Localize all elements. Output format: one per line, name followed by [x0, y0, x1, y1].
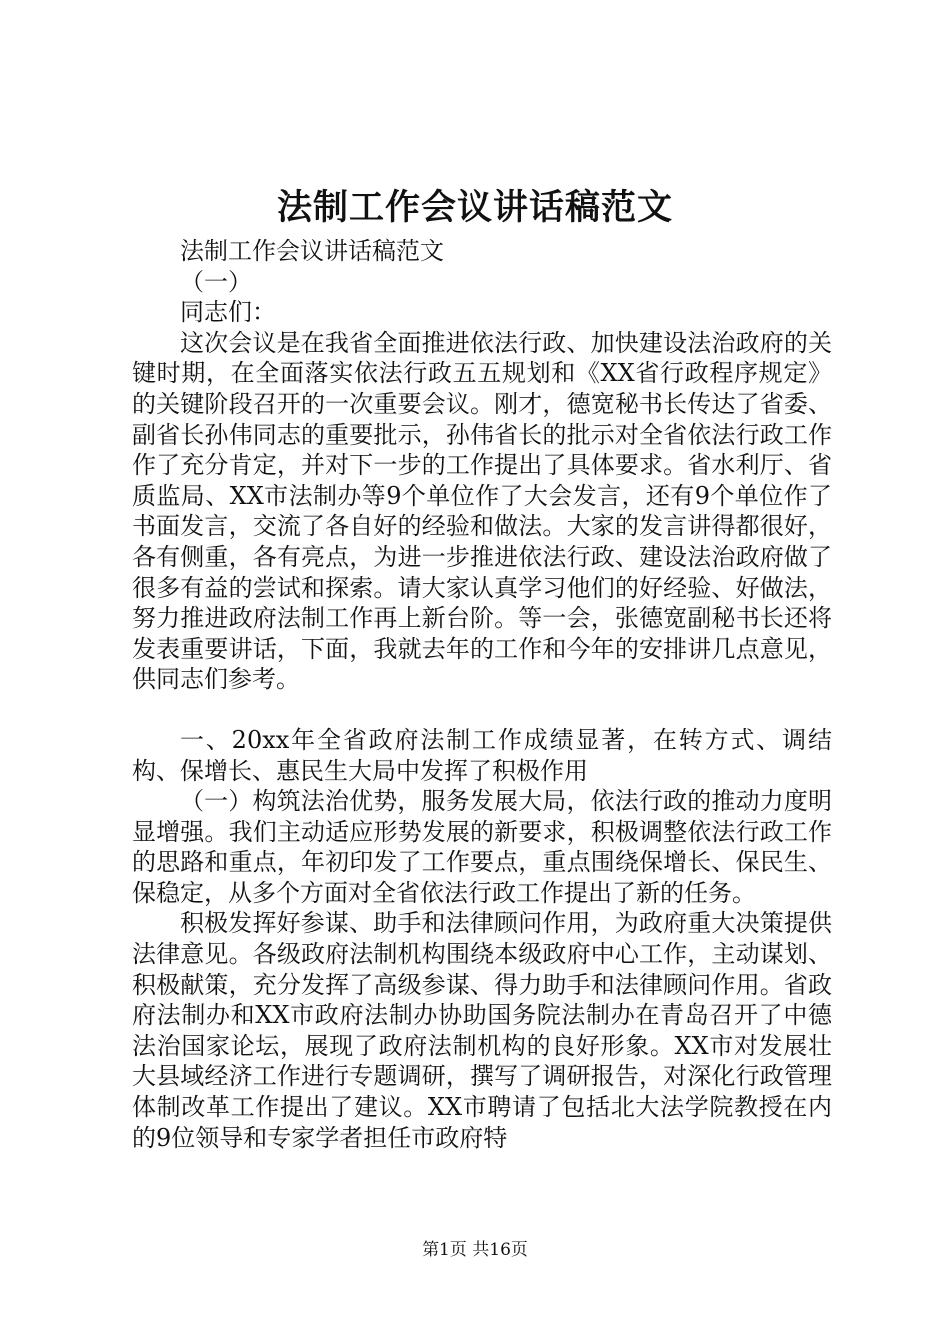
paragraph-intro: 这次会议是在我省全面推进依法行政、加快建设法治政府的关键时期，在全面落实依法行政五五规划和《XX省行政程序规定》的关键阶段召开的一次重要会议。刚才，德宽秘书长传达了省委、副省长孙伟同志的重要批示，孙伟省长的批示对全省依法行政工作作了充分肯定，并对下一步的工作提出了具体要求。省水利厅、省质监局、XX市法制办等9个单位作了大会发言，还有9个单位作了书面发言，交流了各自好的经验和做法。大家的发言讲得都很好，各有侧重，各有亮点，为进一步推进依法行政、建设法治政府做了很多有益的尝试和探索。请大家认真学习他们的好经验、好做法，努力推进政府法制工作再上新台阶。等一会，张德宽副秘书长还将发表重要讲话，下面，我就去年的工作和今年的安排讲几点意见，供同志们参考。: [132, 328, 832, 694]
paragraph-subtitle: 法制工作会议讲话稿范文: [180, 237, 444, 265]
paragraph-salutation: 同志们：: [180, 298, 276, 327]
paragraph-subsection-one: （一）构筑法治优势，服务发展大局，依法行政的推动力度明显增强。我们主动适应形势发展的新要求，积极调整依法行政工作的思路和重点，年初印发了工作要点，重点围绕保增长、保民生、保稳定，从多个方面对全省依法行政工作提出了新的任务。: [132, 787, 832, 907]
page-number-footer: 第1页 共16页: [422, 1240, 528, 1260]
document-title: 法制工作会议讲话稿范文: [276, 187, 673, 228]
document-body: [132, 236, 832, 1153]
paragraph-advisor-role: 积极发挥好参谋、助手和法律顾问作用，为政府重大决策提供法律意见。各级政府法制机构围绕本级政府中心工作，主动谋划、积极献策，充分发挥了高级参谋、得力助手和法律顾问作用。省政府法制办和XX市政府法制办协助国务院法制办在青岛召开了中德法治国家论坛，展现了政府法制机构的良好形象。XX市对发展壮大县域经济工作进行专题调研，撰写了调研报告，对深化行政管理体制改革工作提出了建议。XX市聘请了包括北大法学院教授在内的9位领导和专家学者担任市政府特: [132, 909, 832, 1152]
paragraph-section-number: （一）: [180, 267, 252, 296]
paragraph-heading-one: 一、20xx年全省政府法制工作成绩显著，在转方式、调结构、保增长、惠民生大局中发挥了积极作用: [132, 725, 832, 785]
